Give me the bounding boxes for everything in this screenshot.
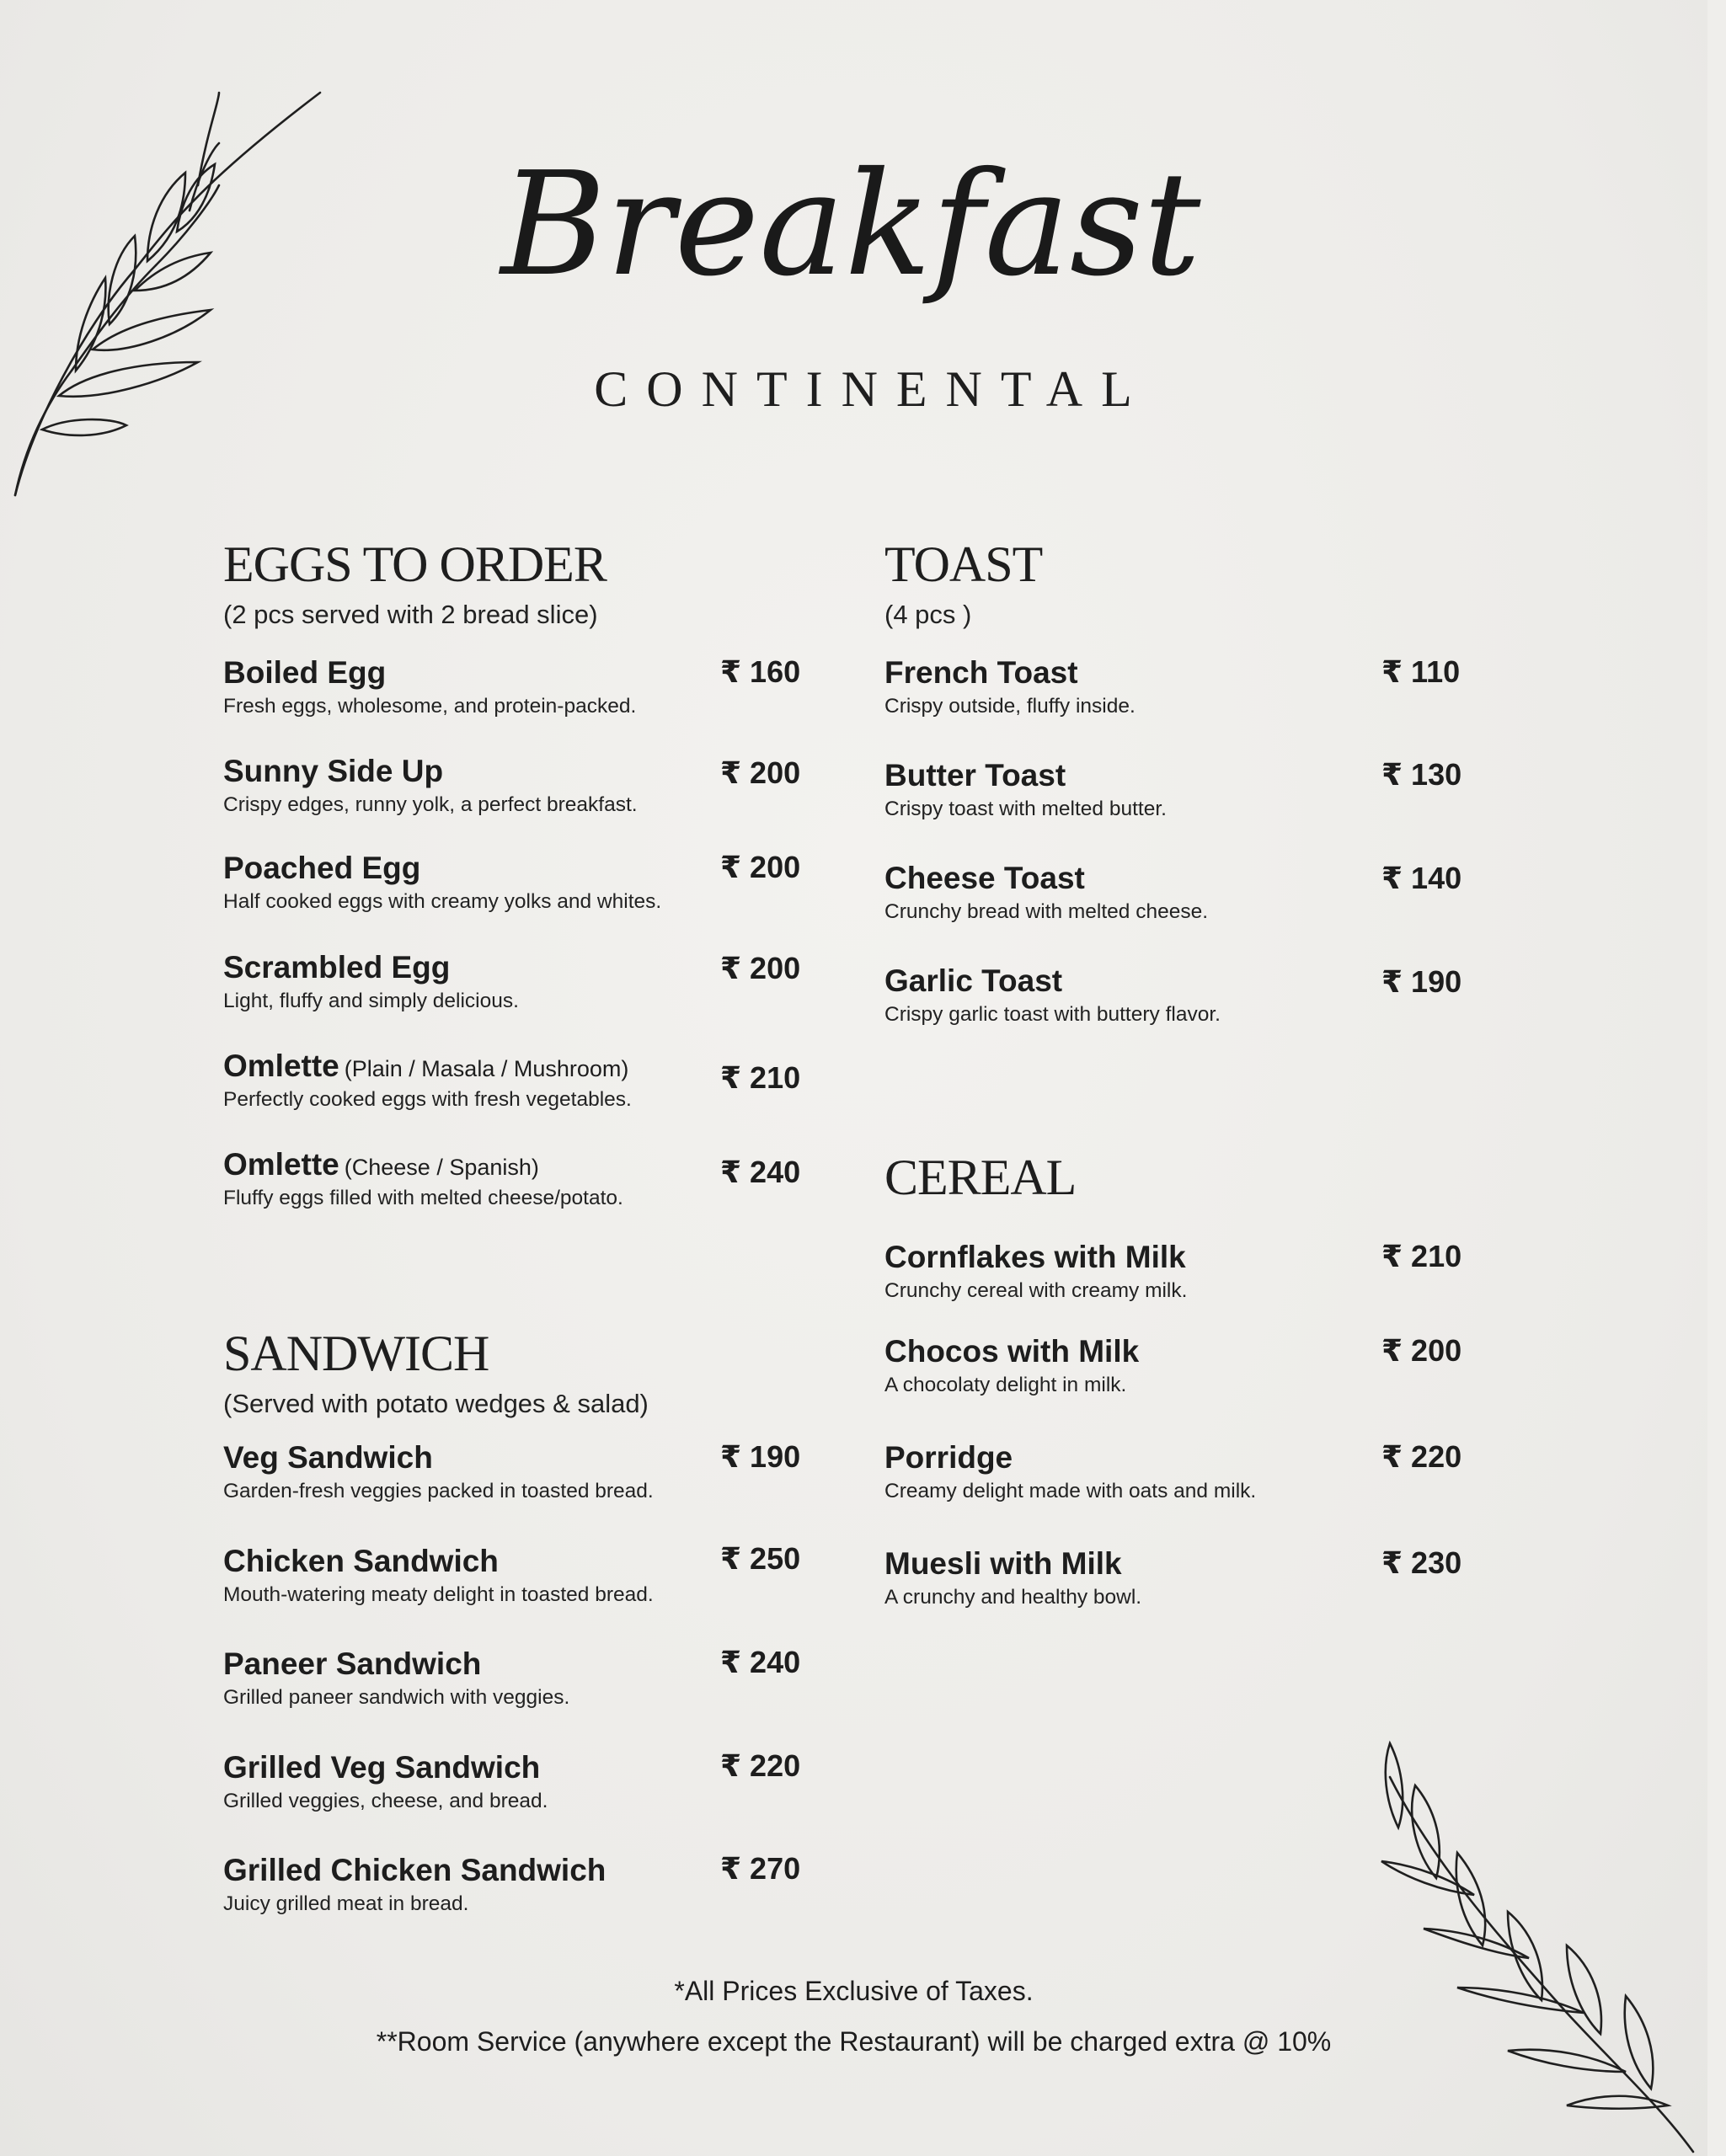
item-description: Mouth-watering meaty delight in toasted bread.	[223, 1583, 654, 1606]
item-price: ₹ 220	[1381, 1439, 1462, 1474]
item-name: Cheese Toast	[884, 861, 1085, 895]
section-title: SANDWICH	[223, 1326, 489, 1381]
tax-note: *All Prices Exclusive of Taxes.	[674, 1976, 1034, 2006]
item-description: Fresh eggs, wholesome, and protein-packed.	[223, 695, 637, 718]
room-service-note: **Room Service (anywhere except the Restaurant) will be charged extra @ 10%	[376, 2026, 1332, 2057]
section-cereal	[884, 1152, 1491, 1624]
item-name: Sunny Side Up	[223, 754, 444, 788]
item-description: Perfectly cooked eggs with fresh vegetables.	[223, 1088, 632, 1111]
item-name: Cornflakes with Milk	[884, 1240, 1186, 1274]
item-price: ₹ 200	[720, 755, 801, 790]
menu-subtitle: CONTINENTAL	[594, 361, 1151, 417]
item-description: Half cooked eggs with creamy yolks and whites.	[223, 890, 662, 913]
item-description: A crunchy and healthy bowl.	[884, 1586, 1142, 1609]
item-price: ₹ 190	[720, 1439, 801, 1474]
item-price: ₹ 200	[720, 850, 801, 884]
section-title: TOAST	[884, 536, 1043, 592]
item-description: Creamy delight made with oats and milk.	[884, 1480, 1257, 1502]
item-name: Muesli with Milk	[884, 1546, 1122, 1581]
item-description: Light, fluffy and simply delicious.	[223, 990, 519, 1012]
section-toast	[884, 536, 1491, 1044]
item-description: Crispy garlic toast with buttery flavor.	[884, 1003, 1221, 1026]
item-name: Grilled Veg Sandwich	[223, 1750, 541, 1785]
menu-title-text: Breakfast	[500, 141, 1201, 308]
item-description: Grilled paneer sandwich with veggies.	[223, 1686, 570, 1709]
item-name: Garlic Toast	[884, 963, 1063, 998]
item-price: ₹ 240	[720, 1155, 801, 1189]
item-price: ₹ 250	[720, 1541, 801, 1576]
item-description: Crunchy bread with melted cheese.	[884, 900, 1209, 923]
item-price: ₹ 140	[1381, 861, 1462, 895]
item-name: Porridge	[884, 1440, 1013, 1475]
section-subtitle: (4 pcs )	[884, 600, 972, 629]
item-description: Fluffy eggs filled with melted cheese/potato.	[223, 1187, 623, 1209]
item-name: Chicken Sandwich	[223, 1544, 499, 1578]
item-price: ₹ 110	[1381, 654, 1461, 689]
item-name: Grilled Chicken Sandwich	[223, 1853, 607, 1887]
item-name: Poached Egg	[223, 851, 421, 885]
item-name: Omlette (Cheese / Spanish)	[223, 1147, 539, 1182]
item-name: French Toast	[884, 655, 1078, 690]
item-name: Butter Toast	[884, 758, 1066, 792]
leaf-sprig-icon	[8, 84, 219, 505]
section-sandwich	[223, 1328, 830, 1926]
item-price: ₹ 270	[720, 1851, 801, 1886]
item-price: ₹ 190	[1381, 964, 1462, 999]
item-price: ₹ 160	[720, 654, 801, 689]
section-title: EGGS TO ORDER	[223, 536, 607, 592]
item-description: Crunchy cereal with creamy milk.	[884, 1279, 1188, 1302]
item-description: Crispy edges, runny yolk, a perfect breakfast.	[223, 793, 638, 816]
item-price: ₹ 210	[720, 1060, 801, 1095]
item-variant: (Plain / Masala / Mushroom)	[344, 1056, 629, 1081]
item-name: Scrambled Egg	[223, 950, 451, 985]
section-eggs	[223, 536, 830, 1230]
item-price: ₹ 200	[720, 951, 801, 985]
item-name: Omlette (Plain / Masala / Mushroom)	[223, 1049, 629, 1083]
menu-title	[500, 126, 1201, 328]
item-name: Paneer Sandwich	[223, 1646, 482, 1681]
leaf-sprig-icon	[1373, 1735, 1707, 2156]
item-variant: (Cheese / Spanish)	[344, 1155, 539, 1180]
section-subtitle: (Served with potato wedges & salad)	[223, 1389, 649, 1418]
section-subtitle: (2 pcs served with 2 bread slice)	[223, 600, 598, 629]
item-description: Juicy grilled meat in bread.	[223, 1892, 469, 1915]
item-description: Crispy outside, fluffy inside.	[884, 695, 1136, 718]
item-price: ₹ 200	[1381, 1333, 1462, 1368]
item-price: ₹ 130	[1381, 757, 1462, 792]
item-price: ₹ 220	[720, 1748, 801, 1783]
item-name: Boiled Egg	[223, 655, 387, 690]
item-price: ₹ 240	[720, 1645, 801, 1679]
section-title: CEREAL	[884, 1150, 1077, 1205]
item-price: ₹ 210	[1381, 1239, 1462, 1273]
item-description: A chocolaty delight in milk.	[884, 1374, 1127, 1396]
item-description: Grilled veggies, cheese, and bread.	[223, 1790, 548, 1812]
item-description: Garden-fresh veggies packed in toasted bread.	[223, 1480, 654, 1502]
item-name: Chocos with Milk	[884, 1334, 1140, 1369]
item-name: Veg Sandwich	[223, 1440, 433, 1475]
item-description: Crispy toast with melted butter.	[884, 798, 1167, 820]
item-price: ₹ 230	[1381, 1545, 1462, 1580]
